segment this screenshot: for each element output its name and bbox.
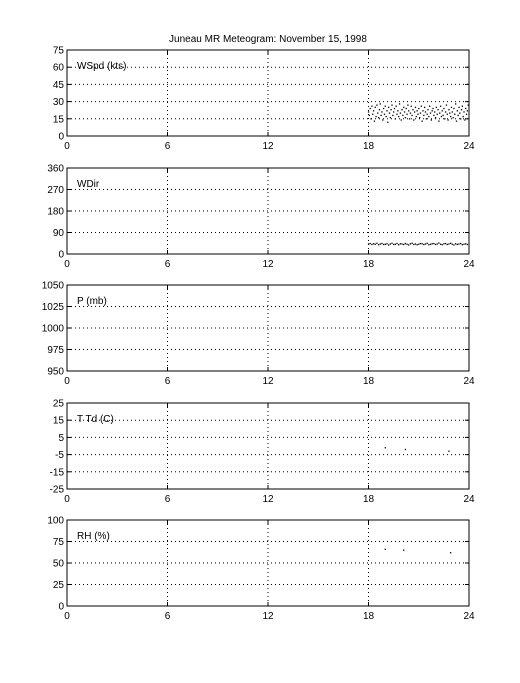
data-point <box>378 244 379 245</box>
data-point <box>445 111 446 112</box>
data-point <box>463 111 464 112</box>
y-tick-label: 180 <box>47 206 64 218</box>
y-tick-label: 75 <box>52 537 64 548</box>
panel-label: WSpd (kts) <box>77 61 127 72</box>
data-point <box>414 111 415 112</box>
data-point <box>415 107 416 108</box>
data-point <box>424 107 425 108</box>
data-point <box>428 116 429 117</box>
data-point <box>430 244 431 245</box>
data-point <box>406 114 407 115</box>
data-point <box>459 112 460 113</box>
data-point <box>411 243 412 244</box>
data-point <box>438 242 439 243</box>
data-point <box>433 243 434 244</box>
data-point <box>437 109 438 110</box>
data-point <box>416 116 417 117</box>
y-tick-label: 15 <box>52 114 64 126</box>
data-point <box>371 244 372 245</box>
data-point <box>380 103 381 104</box>
panel-2 <box>42 281 475 388</box>
data-point <box>405 117 406 118</box>
data-point <box>450 116 451 117</box>
data-point <box>413 244 414 245</box>
x-tick-label: 0 <box>64 611 70 622</box>
data-point <box>376 243 377 244</box>
data-point <box>438 120 439 121</box>
data-point <box>440 106 441 107</box>
data-point <box>408 244 409 245</box>
data-point <box>435 117 436 118</box>
data-point <box>395 244 396 245</box>
data-point <box>460 243 461 244</box>
data-point <box>396 106 397 107</box>
y-tick-label: 75 <box>52 45 64 57</box>
data-point <box>437 114 438 115</box>
data-point <box>393 244 394 245</box>
data-point <box>416 244 417 245</box>
x-tick-label: 24 <box>463 611 475 622</box>
x-tick-label: 24 <box>463 494 475 505</box>
data-point <box>432 243 433 244</box>
data-point <box>400 112 401 113</box>
data-point <box>452 111 453 112</box>
y-tick-label: 0 <box>58 601 64 613</box>
data-point <box>368 243 369 244</box>
y-tick-label: 975 <box>47 345 64 356</box>
x-tick-label: 6 <box>164 611 171 622</box>
data-point <box>380 115 381 116</box>
data-point <box>442 110 443 111</box>
panel-3 <box>50 399 475 506</box>
data-point <box>403 107 404 108</box>
data-point <box>460 118 461 119</box>
data-point <box>385 106 386 107</box>
data-point <box>455 243 456 244</box>
data-point <box>439 112 440 113</box>
data-point <box>410 112 411 113</box>
x-tick-label: 6 <box>164 141 171 152</box>
data-point <box>437 243 438 244</box>
data-point <box>427 109 428 110</box>
data-point <box>449 112 450 113</box>
data-point <box>430 112 431 113</box>
data-point <box>447 119 448 120</box>
data-point <box>421 106 422 107</box>
data-point <box>415 243 416 244</box>
x-tick-label: 12 <box>262 259 274 270</box>
data-point <box>396 114 397 115</box>
data-point <box>463 244 464 245</box>
y-tick-label: 60 <box>52 62 64 74</box>
data-point <box>433 115 434 116</box>
data-point <box>418 108 419 109</box>
data-point <box>467 244 468 245</box>
data-point <box>370 118 371 119</box>
data-point <box>373 110 374 111</box>
data-point <box>389 112 390 113</box>
data-point <box>372 114 373 115</box>
y-tick-label: 0 <box>58 249 64 261</box>
data-point <box>447 244 448 245</box>
y-tick-label: 25 <box>52 580 64 591</box>
data-point <box>434 111 435 112</box>
data-point <box>403 244 404 245</box>
panel-4 <box>47 516 475 623</box>
data-point <box>401 243 402 244</box>
data-point <box>379 109 380 110</box>
y-tick-label: 950 <box>47 366 64 378</box>
data-point <box>454 114 455 115</box>
data-point <box>396 243 397 244</box>
data-point <box>465 108 466 109</box>
data-point <box>448 451 449 452</box>
data-point <box>452 117 453 118</box>
chart-title: Juneau MR Meteogram: November 15, 1998 <box>169 34 367 45</box>
data-point <box>370 243 371 244</box>
data-point <box>370 108 371 109</box>
y-tick-label: -15 <box>49 467 64 479</box>
data-point <box>394 108 395 109</box>
panel-1 <box>47 164 475 271</box>
data-point <box>378 117 379 118</box>
data-point <box>423 244 424 245</box>
data-point <box>422 243 423 244</box>
y-tick-label: 0 <box>58 131 64 143</box>
data-point <box>453 108 454 109</box>
y-tick-label: -25 <box>49 484 64 496</box>
data-point <box>427 114 428 115</box>
data-point <box>402 115 403 116</box>
data-point <box>399 103 400 104</box>
data-point <box>417 114 418 115</box>
x-tick-label: 0 <box>64 494 70 505</box>
data-point <box>448 109 449 110</box>
data-point <box>385 549 386 550</box>
data-point <box>445 243 446 244</box>
data-point <box>442 244 443 245</box>
data-point <box>403 550 404 551</box>
y-tick-label: 50 <box>52 558 64 570</box>
data-point <box>461 109 462 110</box>
data-point <box>376 104 377 105</box>
data-point <box>456 120 457 121</box>
data-point <box>422 110 423 111</box>
data-point <box>381 243 382 244</box>
data-point <box>381 111 382 112</box>
data-point <box>411 106 412 107</box>
data-point <box>387 122 388 123</box>
data-point <box>382 119 383 120</box>
data-point <box>467 110 468 111</box>
data-point <box>386 110 387 111</box>
y-tick-label: 5 <box>58 432 64 444</box>
data-point <box>468 104 469 105</box>
x-tick-label: 6 <box>164 259 171 270</box>
data-point <box>391 109 392 110</box>
data-point <box>432 108 433 109</box>
panel-label: RH (%) <box>77 531 110 542</box>
data-point <box>420 243 421 244</box>
data-point <box>457 244 458 245</box>
data-point <box>371 106 372 107</box>
data-point <box>409 118 410 119</box>
data-point <box>423 115 424 116</box>
data-point <box>464 119 465 120</box>
data-point <box>385 244 386 245</box>
data-point <box>410 243 411 244</box>
data-point <box>444 118 445 119</box>
data-point <box>380 243 381 244</box>
data-point <box>462 106 463 107</box>
data-point <box>391 243 392 244</box>
data-point <box>452 244 453 245</box>
data-point <box>425 243 426 244</box>
data-point <box>446 104 447 105</box>
data-point <box>418 244 419 245</box>
data-point <box>405 449 406 450</box>
y-tick-label: 25 <box>52 398 64 410</box>
data-point <box>393 111 394 112</box>
x-tick-label: 12 <box>262 141 274 152</box>
data-point <box>453 244 454 245</box>
y-tick-label: 270 <box>47 185 64 196</box>
data-point <box>427 243 428 244</box>
data-point <box>422 120 423 121</box>
data-point <box>388 107 389 108</box>
y-tick-label: -5 <box>55 450 64 462</box>
x-tick-label: 12 <box>262 494 274 505</box>
data-point <box>368 111 369 112</box>
data-point <box>375 107 376 108</box>
data-point <box>385 447 386 448</box>
y-tick-label: 30 <box>52 97 64 109</box>
data-point <box>447 114 448 115</box>
x-tick-label: 6 <box>164 494 171 505</box>
panel-label: WDir <box>77 179 100 190</box>
x-tick-label: 6 <box>164 376 171 387</box>
data-point <box>448 243 449 244</box>
data-point <box>462 244 463 245</box>
data-point <box>369 115 370 116</box>
data-point <box>390 243 391 244</box>
data-point <box>392 115 393 116</box>
x-tick-label: 12 <box>262 376 274 387</box>
data-point <box>400 243 401 244</box>
y-tick-label: 1025 <box>41 302 64 313</box>
data-point <box>463 116 464 117</box>
data-point <box>451 107 452 108</box>
data-point <box>443 108 444 109</box>
data-point <box>425 111 426 112</box>
data-point <box>406 108 407 109</box>
data-point <box>388 244 389 245</box>
data-point <box>441 116 442 117</box>
meteogram-panels <box>42 46 475 623</box>
data-point <box>466 114 467 115</box>
data-point <box>432 110 433 111</box>
x-tick-label: 12 <box>262 611 274 622</box>
y-tick-label: 90 <box>52 228 64 239</box>
x-tick-label: 0 <box>64 259 70 270</box>
data-point <box>383 108 384 109</box>
data-point <box>428 244 429 245</box>
y-tick-label: 360 <box>47 163 64 175</box>
y-tick-label: 1050 <box>41 280 64 292</box>
data-point <box>426 118 427 119</box>
data-point <box>386 243 387 244</box>
x-tick-label: 0 <box>64 376 70 387</box>
data-point <box>406 244 407 245</box>
data-point <box>408 110 409 111</box>
data-point <box>416 110 417 111</box>
panel-label: P (mb) <box>77 296 107 307</box>
x-tick-label: 18 <box>362 611 375 622</box>
data-point <box>436 107 437 108</box>
data-point <box>458 243 459 244</box>
data-point <box>419 117 420 118</box>
data-point <box>455 103 456 104</box>
data-point <box>465 243 466 244</box>
data-point <box>440 244 441 245</box>
data-point <box>450 552 451 553</box>
data-point <box>458 107 459 108</box>
data-point <box>450 243 451 244</box>
data-point <box>391 104 392 105</box>
data-point <box>413 119 414 120</box>
x-tick-label: 18 <box>362 494 375 505</box>
y-tick-label: 45 <box>52 79 64 91</box>
data-point <box>457 110 458 111</box>
data-point <box>397 110 398 111</box>
x-tick-label: 24 <box>463 141 475 152</box>
data-point <box>401 109 402 110</box>
panel-label: T Td (C) <box>77 414 114 425</box>
data-point <box>429 106 430 107</box>
x-tick-label: 18 <box>362 376 375 387</box>
data-point <box>411 115 412 116</box>
data-point <box>412 109 413 110</box>
data-point <box>395 118 396 119</box>
data-point <box>384 114 385 115</box>
data-point <box>383 244 384 245</box>
data-point <box>373 243 374 244</box>
data-point <box>407 104 408 105</box>
data-point <box>398 244 399 245</box>
x-tick-label: 24 <box>463 259 475 270</box>
panel-0 <box>53 46 475 153</box>
data-point <box>375 116 376 117</box>
data-point <box>401 119 402 120</box>
data-point <box>458 115 459 116</box>
data-point <box>435 244 436 245</box>
data-point <box>443 243 444 244</box>
data-point <box>385 116 386 117</box>
x-tick-label: 18 <box>362 141 375 152</box>
data-point <box>405 243 406 244</box>
y-tick-label: 1000 <box>41 323 64 335</box>
y-tick-label: 15 <box>52 415 64 427</box>
y-tick-label: 100 <box>47 515 64 527</box>
data-point <box>390 117 391 118</box>
data-point <box>420 112 421 113</box>
x-tick-label: 18 <box>362 259 375 270</box>
x-tick-label: 24 <box>463 376 475 387</box>
data-point <box>377 112 378 113</box>
data-point <box>375 244 376 245</box>
data-point <box>431 119 432 120</box>
data-point <box>374 120 375 121</box>
data-point <box>398 116 399 117</box>
x-tick-label: 0 <box>64 141 70 152</box>
data-point <box>404 111 405 112</box>
data-point <box>442 115 443 116</box>
